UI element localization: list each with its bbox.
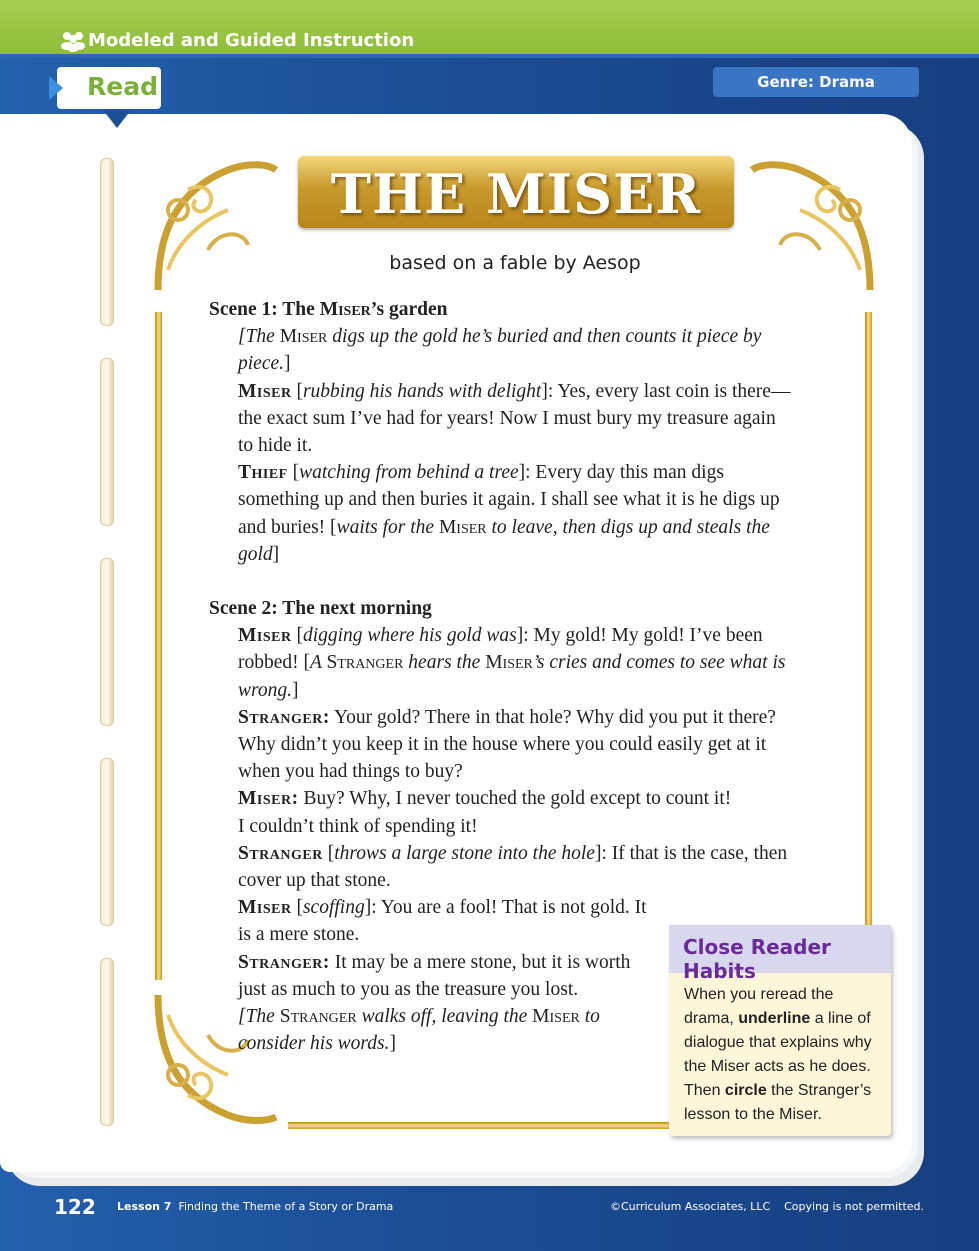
banner-title: Modeled and Guided Instruction [88,30,415,51]
dialogue-line: Miser [digging where his gold was]: My gold! My gold! I’ve been robbed! [A Stranger hears the Miser’s cries and comes to see what is wrong.] [238,625,786,701]
stage-direction: [The Miser digs up the gold he’s buried and then counts it piece by piece.] [238,326,762,375]
dialogue-line: Miser [rubbing his hands with delight]: Yes, every last coin is there—the exact sum I’ve had for years! Now I must bury my treasure again to hide it. [238,380,791,457]
dialogue-line: Miser [scoffing]: You are a fool! That is not gold. It is a mere stone. [238,897,647,946]
close-reader-habits-title: Close Reader Habits [683,935,831,983]
close-reader-habits-box [669,925,891,1136]
dialogue-line: Stranger: It may be a mere stone, but it is worth just as much to you as the treasure you lost. [238,951,631,1000]
lesson-label: Lesson 7 Finding the Theme of a Story or Drama [117,1200,394,1213]
dialogue-line: Thief [watching from behind a tree]: Every day this man digs something up and then buries it again. I shall see what it is he digs up and buries! [waits for the Miser to leave, then digs up and steals the gold] [238,462,780,565]
binder-ring [100,158,114,326]
people-group-icon [59,30,87,52]
arrow-right-icon [49,76,63,100]
binder-ring [100,758,114,926]
binder-ring [100,958,114,1126]
top-banner [0,0,979,58]
dialogue-line: Miser: Buy? Why, I never touched the gold except to count it! I couldn’t think of spending it! [238,788,732,837]
stage-direction: [The Stranger walks off, leaving the Miser to consider his words.] [238,1006,600,1055]
copyright-notice: ©Curriculum Associates, LLC Copying is not permitted. [610,1200,925,1213]
scene-2-heading: Scene 2: The next morning [209,598,432,620]
close-reader-habits-text: When you reread the drama, underline a line of dialogue that explains why the Miser acts as he does. Then circle the Stranger’s lesson to the Miser. [684,986,872,1123]
gold-frame-left [155,312,162,980]
dialogue-line: Stranger: Your gold? There in that hole? Why did you put it there? Why didn’t you keep it in the house where you could easily get at it when you had things to buy? [238,706,776,783]
scene-1-heading: Scene 1: The Miser’s garden [209,299,448,320]
close-reader-habits-header [669,925,891,983]
gold-flourish-top-right [750,150,880,300]
gold-frame-bottom [288,1122,670,1129]
page-number: 122 [54,1195,96,1219]
tab-notch [103,110,131,128]
gold-frame-right [865,312,872,932]
gold-flourish-top-left [148,150,278,300]
genre-badge: Genre: Drama [713,67,919,97]
binder-ring [100,358,114,526]
story-subtitle: based on a fable by Aesop [389,252,641,274]
binder-ring [100,558,114,726]
dialogue-line: Stranger [throws a large stone into the hole]: If that is the case, then cover up that stone. [238,842,788,892]
read-tab-label: Read [87,72,158,101]
story-title: THE MISER [330,162,702,226]
story-title-plate [298,156,734,228]
